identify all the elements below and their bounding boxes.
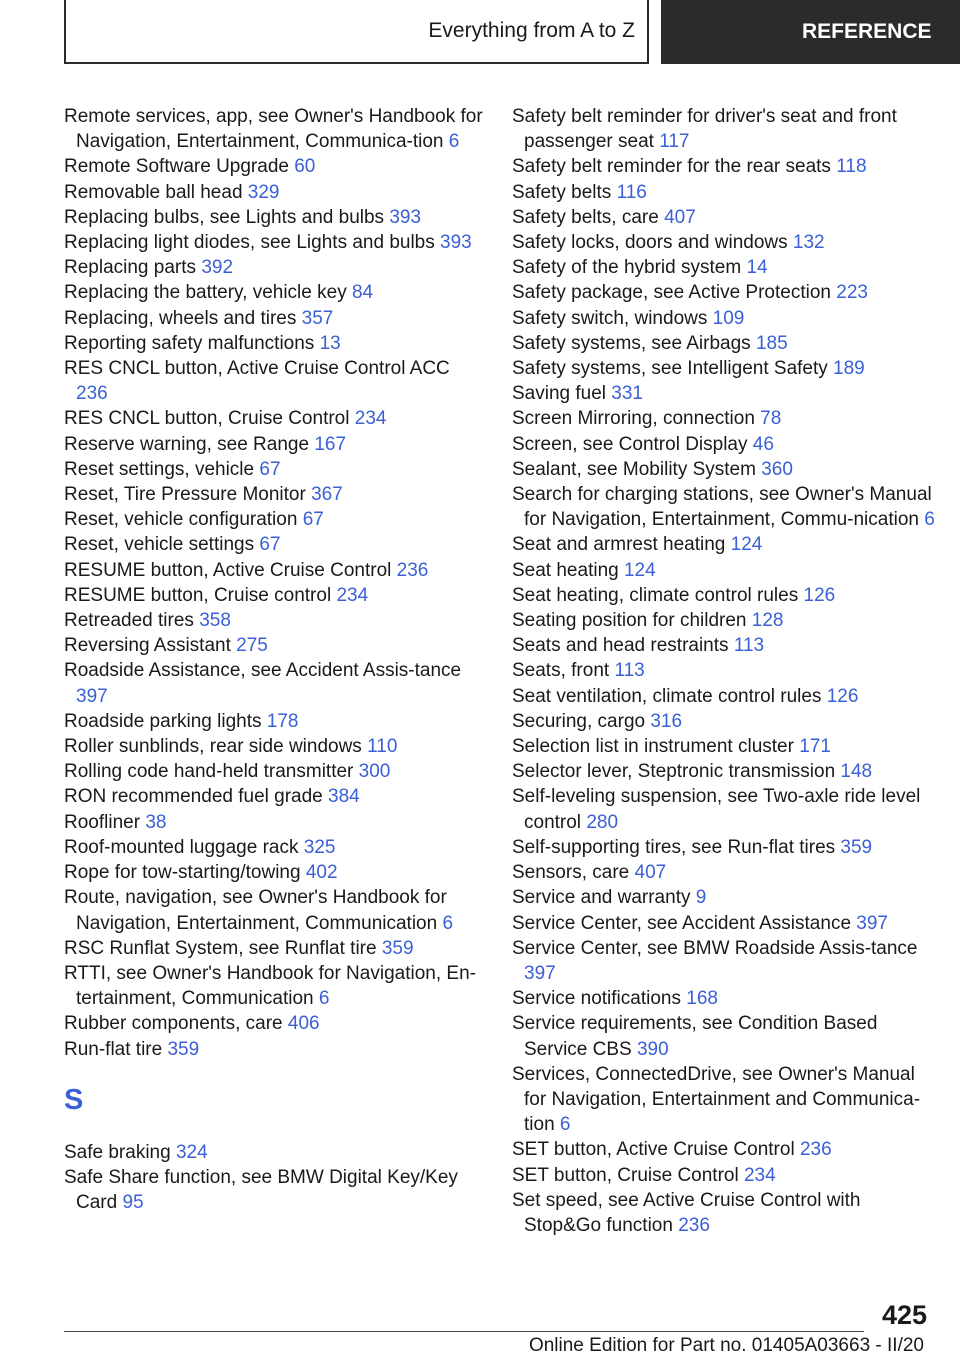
index-entry bbox=[64, 835, 484, 860]
index-entry bbox=[512, 633, 937, 658]
page-reference-link[interactable]: 60 bbox=[294, 156, 316, 178]
index-entry-text: Screen Mirroring, connection bbox=[512, 408, 755, 430]
index-column-left bbox=[64, 104, 484, 1215]
page-reference-link[interactable]: 357 bbox=[301, 307, 334, 329]
page-reference-link[interactable]: 78 bbox=[760, 408, 782, 430]
index-entry-text: RESUME button, Cruise control bbox=[64, 584, 332, 606]
index-entry-text: Set speed, see Active Cruise Control with Stop&Go function bbox=[512, 1189, 861, 1236]
index-entry-text: Seat heating bbox=[512, 559, 619, 581]
index-entry bbox=[512, 1062, 937, 1138]
index-entry bbox=[64, 457, 484, 482]
page-reference-link[interactable]: 360 bbox=[761, 458, 793, 480]
index-entry-text: Replacing bulbs, see Lights and bulbs bbox=[64, 206, 385, 228]
page-reference-link[interactable]: 132 bbox=[792, 232, 825, 254]
index-entry bbox=[512, 759, 937, 784]
page-reference-link[interactable]: 236 bbox=[396, 559, 429, 581]
index-entry-text: Self-leveling suspension, see Two-axle ride level control bbox=[512, 786, 921, 833]
page-reference-link[interactable]: 407 bbox=[664, 206, 696, 228]
index-entry-text: Replacing parts bbox=[64, 257, 197, 279]
index-entry bbox=[64, 280, 484, 305]
index-entry-text: Services, ConnectedDrive, see Owner's Manual for Navigation, Entertainment and Communica‐tion bbox=[512, 1063, 921, 1136]
index-entry-text: Seat ventilation, climate control rules bbox=[512, 685, 822, 707]
page-reference-link[interactable]: 118 bbox=[836, 156, 867, 178]
page-reference-link[interactable]: 168 bbox=[686, 988, 718, 1010]
index-entry-text: RES CNCL button, Active Cruise Control ACC bbox=[64, 358, 450, 380]
index-entry-text: Service notifications bbox=[512, 988, 681, 1010]
index-entry-text: Roller sunblinds, rear side windows bbox=[64, 736, 362, 758]
page-reference-link[interactable]: 189 bbox=[833, 358, 865, 380]
page-reference-link[interactable]: 113 bbox=[733, 635, 765, 657]
page-number: 425 bbox=[881, 1300, 927, 1330]
page-reference-link[interactable]: 393 bbox=[440, 232, 472, 254]
page-reference-link[interactable]: 329 bbox=[247, 181, 280, 203]
index-entry-text: Safety systems, see Intelligent Safety bbox=[512, 358, 828, 380]
page-reference-link[interactable]: 113 bbox=[614, 660, 645, 682]
index-entry bbox=[512, 331, 937, 356]
page-reference-link[interactable]: 67 bbox=[302, 509, 324, 531]
index-entry-text: RES CNCL button, Cruise Control bbox=[64, 408, 350, 430]
page-reference-link[interactable]: 95 bbox=[122, 1192, 144, 1214]
page-reference-link[interactable]: 236 bbox=[76, 383, 108, 405]
page-reference-link[interactable]: 234 bbox=[336, 584, 369, 606]
page-reference-link[interactable]: 171 bbox=[799, 736, 831, 758]
page-reference-link[interactable]: 124 bbox=[623, 559, 656, 581]
index-entry-text: Safety package, see Active Protection bbox=[512, 282, 831, 304]
page-reference-link[interactable]: 397 bbox=[76, 685, 108, 707]
index-entry-text: Remote Software Upgrade bbox=[64, 156, 289, 178]
page-reference-link[interactable]: 367 bbox=[311, 484, 343, 506]
index-entry-text: Seating position for children bbox=[512, 610, 747, 632]
index-entry bbox=[512, 911, 937, 936]
index-entry bbox=[64, 1165, 484, 1215]
index-entry-text: Safety belt reminder for driver's seat and front passenger seat bbox=[512, 106, 897, 153]
index-entry-text: SET button, Cruise Control bbox=[512, 1164, 739, 1186]
index-entry bbox=[512, 356, 937, 381]
index-entry bbox=[64, 709, 484, 734]
index-entry bbox=[512, 1137, 937, 1162]
index-entry bbox=[512, 558, 937, 583]
index-entry-text: Service Center, see Accident Assistance bbox=[512, 912, 852, 934]
index-entry-text: Reserve warning, see Range bbox=[64, 433, 310, 455]
index-entry-text: RTTI, see Owner's Handbook for Navigation, En‐tertainment, Communication bbox=[64, 962, 476, 1010]
index-entry-text: Service Center, see BMW Roadside Assis‐tance bbox=[512, 937, 918, 959]
page-reference-link[interactable]: 117 bbox=[659, 131, 690, 153]
page-reference-link[interactable]: 359 bbox=[840, 836, 873, 858]
index-entry-text: Reset settings, vehicle bbox=[64, 458, 255, 480]
index-entry bbox=[512, 583, 937, 608]
index-entry-text: RON recommended fuel grade bbox=[64, 786, 323, 808]
index-entry-text: Self-supporting tires, see Run-flat tires bbox=[512, 836, 836, 858]
page-reference-link[interactable]: 280 bbox=[586, 811, 619, 833]
index-entry bbox=[64, 507, 484, 532]
letter-heading-s: S bbox=[64, 1083, 84, 1116]
index-entry bbox=[64, 104, 484, 154]
index-entry-text: Sensors, care bbox=[512, 862, 630, 884]
index-entry-text: Saving fuel bbox=[512, 383, 607, 405]
index-entry bbox=[64, 205, 484, 230]
index-entry-text: Roadside parking lights bbox=[64, 710, 262, 732]
index-entry bbox=[64, 432, 484, 457]
index-entry bbox=[64, 734, 484, 759]
index-entry bbox=[512, 684, 937, 709]
index-entry-text: Search for charging stations, see Owner's Manual for Navigation, Entertainment, Commu‐nication bbox=[512, 484, 932, 531]
index-entry bbox=[64, 255, 484, 280]
index-entry bbox=[512, 180, 937, 205]
index-entry-text: Reset, vehicle configuration bbox=[64, 509, 298, 531]
index-entry bbox=[512, 709, 937, 734]
index-entry bbox=[512, 280, 937, 305]
page-reference-link[interactable]: 402 bbox=[305, 862, 338, 884]
index-entry bbox=[512, 885, 937, 910]
index-entry bbox=[64, 608, 484, 633]
page-reference-link[interactable]: 407 bbox=[634, 862, 667, 884]
page-reference-link[interactable]: 223 bbox=[836, 282, 868, 304]
index-entry bbox=[512, 1188, 937, 1238]
page-reference-link[interactable]: 167 bbox=[314, 433, 347, 455]
index-entry bbox=[64, 885, 484, 935]
index-entry-text: Replacing light diodes, see Lights and bulbs bbox=[64, 232, 435, 254]
footer-edition-text: Online Edition for Part no. 01405A03663 - II/20 bbox=[528, 1335, 924, 1356]
index-entry bbox=[512, 860, 937, 885]
index-entry-text: Run-flat tire bbox=[64, 1038, 163, 1060]
page-reference-link[interactable]: 324 bbox=[175, 1141, 208, 1163]
index-entry-text: Sealant, see Mobility System bbox=[512, 458, 756, 480]
index-entry bbox=[512, 104, 937, 154]
index-entry-text: Retreaded tires bbox=[64, 610, 194, 632]
page-reference-link[interactable]: 358 bbox=[199, 610, 231, 632]
index-entry-text: Screen, see Control Display bbox=[512, 433, 748, 455]
reference-tab-label: REFERENCE bbox=[802, 20, 932, 43]
index-entry-text: Safety systems, see Airbags bbox=[512, 332, 751, 354]
index-entry-text: Seats and head restraints bbox=[512, 635, 729, 657]
index-entry-text: Reversing Assistant bbox=[64, 635, 231, 657]
page-reference-link[interactable]: 126 bbox=[803, 584, 836, 606]
index-entry-text: SET button, Active Cruise Control bbox=[512, 1139, 795, 1161]
index-entry-text: Remote services, app, see Owner's Handbook for Navigation, Entertainment, Communica‐tion bbox=[64, 106, 483, 153]
index-entry bbox=[64, 356, 484, 406]
index-entry-text: Securing, cargo bbox=[512, 710, 646, 732]
index-entry-text: Roadside Assistance, see Accident Assis‐tance bbox=[64, 660, 462, 682]
index-entry bbox=[64, 860, 484, 885]
index-entry bbox=[64, 230, 484, 255]
page-reference-link[interactable]: 13 bbox=[319, 332, 341, 354]
index-entry-text: Roofliner bbox=[64, 811, 141, 833]
index-entry-text: Safety locks, doors and windows bbox=[512, 232, 788, 254]
index-entry-text: Service requirements, see Condition Based Service CBS bbox=[512, 1013, 878, 1060]
index-entry bbox=[64, 532, 484, 557]
reference-tab bbox=[661, 0, 960, 64]
page-reference-link[interactable]: 6 bbox=[924, 509, 935, 531]
index-entry bbox=[64, 180, 484, 205]
index-entry bbox=[64, 331, 484, 356]
index-entry-text: Route, navigation, see Owner's Handbook for Navigation, Entertainment, Communication bbox=[64, 887, 447, 934]
index-entry-text: Service and warranty bbox=[512, 887, 691, 909]
index-entry-text: Reset, vehicle settings bbox=[64, 534, 255, 556]
page-reference-link[interactable]: 393 bbox=[389, 206, 422, 228]
index-column-right bbox=[512, 104, 937, 1238]
page-reference-link[interactable]: 384 bbox=[328, 786, 360, 808]
page-reference-link[interactable]: 9 bbox=[695, 887, 707, 909]
page-reference-link[interactable]: 390 bbox=[636, 1038, 669, 1060]
index-entry bbox=[512, 986, 937, 1011]
index-entry bbox=[64, 810, 484, 835]
page-reference-link[interactable]: 126 bbox=[826, 685, 859, 707]
page-reference-link[interactable]: 236 bbox=[799, 1139, 832, 1161]
index-entry bbox=[512, 734, 937, 759]
index-entry-text: Seat and armrest heating bbox=[512, 534, 726, 556]
page-reference-link[interactable]: 185 bbox=[755, 332, 788, 354]
section-title: Everything from A to Z bbox=[428, 19, 635, 42]
index-entry bbox=[512, 784, 937, 834]
index-entry bbox=[64, 1037, 484, 1062]
header-section bbox=[64, 0, 649, 64]
index-entry bbox=[512, 306, 937, 331]
index-entry-text: Safe Share function, see BMW Digital Key/Key Card bbox=[64, 1166, 458, 1214]
index-entry bbox=[64, 306, 484, 331]
page-reference-link[interactable]: 6 bbox=[318, 988, 330, 1010]
page-reference-link[interactable]: 397 bbox=[856, 912, 888, 934]
index-entry bbox=[512, 608, 937, 633]
page-reference-link[interactable]: 38 bbox=[145, 811, 167, 833]
index-entry bbox=[512, 936, 937, 986]
index-entry bbox=[512, 230, 937, 255]
index-entry bbox=[512, 381, 937, 406]
index-entry-text: Reporting safety malfunctions bbox=[64, 332, 315, 354]
page-reference-link[interactable]: 406 bbox=[287, 1013, 320, 1035]
page-reference-link[interactable]: 392 bbox=[201, 257, 234, 279]
page-reference-link[interactable]: 234 bbox=[743, 1164, 776, 1186]
index-entry bbox=[512, 154, 937, 179]
page-reference-link[interactable]: 178 bbox=[266, 710, 299, 732]
index-entry-text: Selector lever, Steptronic transmission bbox=[512, 761, 836, 783]
page-reference-link[interactable]: 316 bbox=[650, 710, 683, 732]
index-entry bbox=[64, 936, 484, 961]
page-reference-link[interactable]: 397 bbox=[524, 962, 556, 984]
index-entry-text: Rubber components, care bbox=[64, 1013, 283, 1035]
index-entry bbox=[64, 633, 484, 658]
page-reference-link[interactable]: 325 bbox=[303, 836, 336, 858]
index-entry-text: Rolling code hand-held transmitter bbox=[64, 761, 354, 783]
index-entry bbox=[64, 1140, 484, 1165]
index-entry-text: Roof-mounted luggage rack bbox=[64, 836, 299, 858]
page-reference-link[interactable]: 359 bbox=[167, 1038, 200, 1060]
page-reference-link[interactable]: 6 bbox=[559, 1114, 571, 1136]
page-reference-link[interactable]: 234 bbox=[354, 408, 387, 430]
index-entry-text: Seats, front bbox=[512, 660, 610, 682]
index-entry bbox=[512, 457, 937, 482]
index-entry bbox=[64, 406, 484, 431]
index-entry-text: Safe braking bbox=[64, 1141, 171, 1163]
page-reference-link[interactable]: 128 bbox=[751, 610, 784, 632]
index-entry-text: Safety of the hybrid system bbox=[512, 257, 742, 279]
index-entry-text: Safety belts bbox=[512, 181, 612, 203]
page-reference-link[interactable]: 67 bbox=[259, 458, 281, 480]
index-entry-text: Safety switch, windows bbox=[512, 307, 708, 329]
index-entry bbox=[512, 255, 937, 280]
index-entry bbox=[64, 784, 484, 809]
index-entry-text: Replacing the battery, vehicle key bbox=[64, 282, 347, 304]
index-entry-text: Seat heating, climate control rules bbox=[512, 584, 799, 606]
page-reference-link[interactable]: 275 bbox=[236, 635, 268, 657]
index-entry bbox=[512, 1011, 937, 1061]
index-entry bbox=[512, 432, 937, 457]
page-reference-link[interactable]: 67 bbox=[259, 534, 281, 556]
index-entry bbox=[64, 658, 484, 708]
page-reference-link[interactable]: 331 bbox=[611, 383, 643, 405]
index-entry bbox=[64, 583, 484, 608]
index-entry bbox=[64, 558, 484, 583]
page-reference-link[interactable]: 236 bbox=[678, 1214, 710, 1236]
page-reference-link[interactable]: 116 bbox=[616, 181, 647, 203]
index-entry-text: Reset, Tire Pressure Monitor bbox=[64, 484, 306, 506]
page-reference-link[interactable]: 359 bbox=[381, 937, 414, 959]
footer-rule bbox=[64, 1331, 864, 1332]
index-entry-text: Safety belts, care bbox=[512, 206, 659, 228]
index-entry bbox=[64, 1011, 484, 1036]
index-entry-text: Safety belt reminder for the rear seats bbox=[512, 156, 831, 178]
page-reference-link[interactable]: 14 bbox=[746, 257, 768, 279]
index-entry-text: Removable ball head bbox=[64, 181, 243, 203]
index-entry bbox=[64, 154, 484, 179]
index-entry bbox=[512, 835, 937, 860]
index-entry bbox=[512, 1163, 937, 1188]
page-reference-link[interactable]: 6 bbox=[442, 912, 454, 934]
index-entry bbox=[64, 961, 484, 1011]
page-reference-link[interactable]: 110 bbox=[367, 736, 398, 758]
index-entry-text: Selection list in instrument cluster bbox=[512, 736, 794, 758]
index-entry-text: Rope for tow-starting/towing bbox=[64, 862, 301, 884]
index-entry bbox=[512, 532, 937, 557]
index-entry bbox=[512, 658, 937, 683]
index-entry-text: RESUME button, Active Cruise Control bbox=[64, 559, 392, 581]
page-reference-link[interactable]: 6 bbox=[448, 131, 460, 153]
index-entry bbox=[512, 205, 937, 230]
index-entry-text: RSC Runflat System, see Runflat tire bbox=[64, 937, 377, 959]
page-reference-link[interactable]: 148 bbox=[840, 761, 873, 783]
index-entry bbox=[64, 759, 484, 784]
page-reference-link[interactable]: 46 bbox=[752, 433, 774, 455]
index-entry bbox=[64, 482, 484, 507]
page-reference-link[interactable]: 84 bbox=[351, 282, 374, 304]
index-entry bbox=[512, 482, 937, 532]
page-reference-link[interactable]: 109 bbox=[712, 307, 745, 329]
page-reference-link[interactable]: 300 bbox=[358, 761, 391, 783]
index-entry bbox=[512, 406, 937, 431]
page-reference-link[interactable]: 124 bbox=[730, 534, 763, 556]
index-entry-text: Replacing, wheels and tires bbox=[64, 307, 297, 329]
